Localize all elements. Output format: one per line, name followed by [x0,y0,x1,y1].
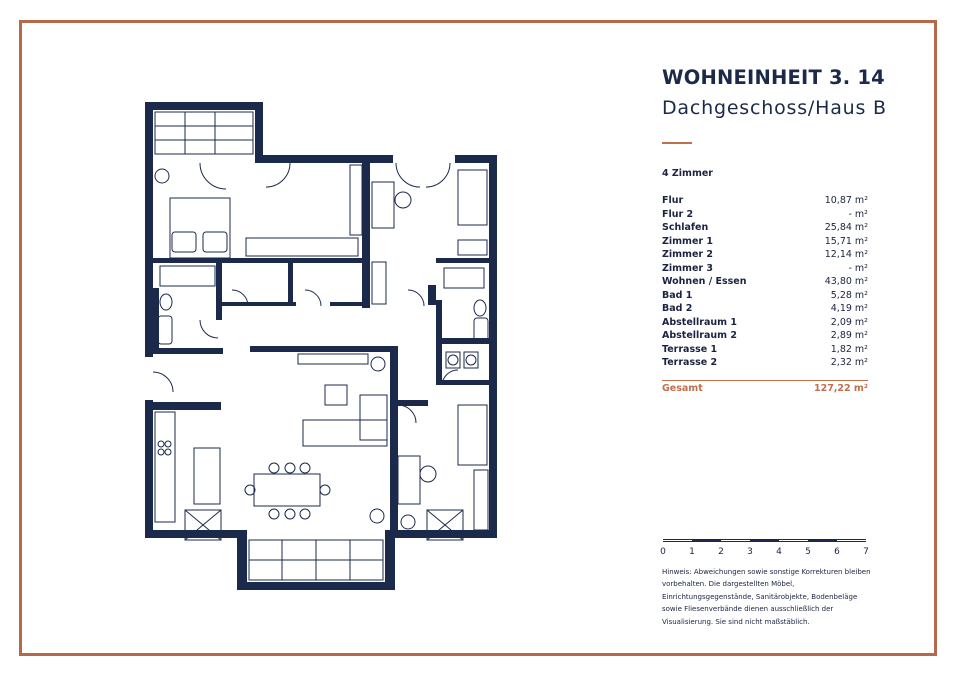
area-name: Zimmer 2 [662,249,713,260]
area-name: Zimmer 3 [662,262,713,274]
area-value: 1,82 m² [830,343,868,355]
area-name: Bad 1 [662,289,693,301]
scale-label: 0 [660,547,666,557]
area-row [662,275,868,289]
unit-title: WOHNEINHEIT 3. 14 [662,66,885,89]
scale-bar-line [663,539,866,542]
area-value: - m² [848,208,868,220]
scale-bar-segment [721,540,750,541]
area-name: Abstellraum 2 [662,330,737,341]
area-value: 5,28 m² [830,289,868,301]
area-value: 15,71 m² [824,235,868,247]
disclaimer-note: Hinweis: Abweichungen sowie sonstige Korrekturen bleiben vorbehalten. Die dargestellten Möbel, Einrichtungsgegenstände, Sanitärobjekte, Bodenbeläge sowie Fliesenverbände dienen ausschließlich der Visualisierung. Sie sind nicht maßstäblich. [662,568,871,626]
area-value: - m² [848,262,868,274]
accent-rule [662,142,692,144]
area-row [662,248,868,262]
scale-label: 5 [805,547,811,557]
rooms-count: 4 Zimmer [662,168,713,179]
area-table [662,194,868,370]
area-value: 12,14 m² [824,249,868,260]
area-row [662,343,868,357]
scale-bar-segment [837,540,866,541]
area-value: 10,87 m² [824,195,868,206]
area-name: Terrasse 2 [662,357,718,368]
scale-bar [660,536,875,560]
area-name: Flur 2 [662,208,694,220]
area-value: 25,84 m² [824,222,868,233]
area-row [662,194,868,208]
total-value: 127,22 m² [813,383,868,394]
area-row [662,208,868,222]
area-row [662,235,868,249]
scale-label: 7 [863,547,869,557]
total-divider [662,380,868,381]
area-value: 4,19 m² [830,303,868,314]
area-row [662,329,868,343]
scale-label: 6 [834,547,840,557]
area-name: Schlafen [662,222,709,233]
total-row [662,383,868,394]
area-name: Wohnen / Essen [662,276,747,287]
scale-label: 3 [747,547,753,557]
scale-bar-segment [663,540,692,541]
scale-label: 4 [776,547,782,557]
floor-plan [0,0,520,600]
walls [145,102,497,590]
area-row [662,302,868,316]
scale-label: 1 [689,547,695,557]
area-name: Abstellraum 1 [662,316,737,328]
area-value: 2,89 m² [830,330,868,341]
scale-label: 2 [718,547,724,557]
area-name: Zimmer 1 [662,235,713,247]
total-label: Gesamt [662,383,703,394]
area-row [662,221,868,235]
area-row [662,262,868,276]
area-value: 2,32 m² [830,357,868,368]
area-name: Bad 2 [662,303,693,314]
area-value: 2,09 m² [830,316,868,328]
area-row [662,289,868,303]
area-row [662,316,868,330]
area-name: Flur [662,195,684,206]
area-row [662,356,868,370]
area-name: Terrasse 1 [662,343,718,355]
unit-subtitle: Dachgeschoss/Haus B [662,97,887,119]
area-value: 43,80 m² [824,276,868,287]
scale-bar-segment [779,540,808,541]
